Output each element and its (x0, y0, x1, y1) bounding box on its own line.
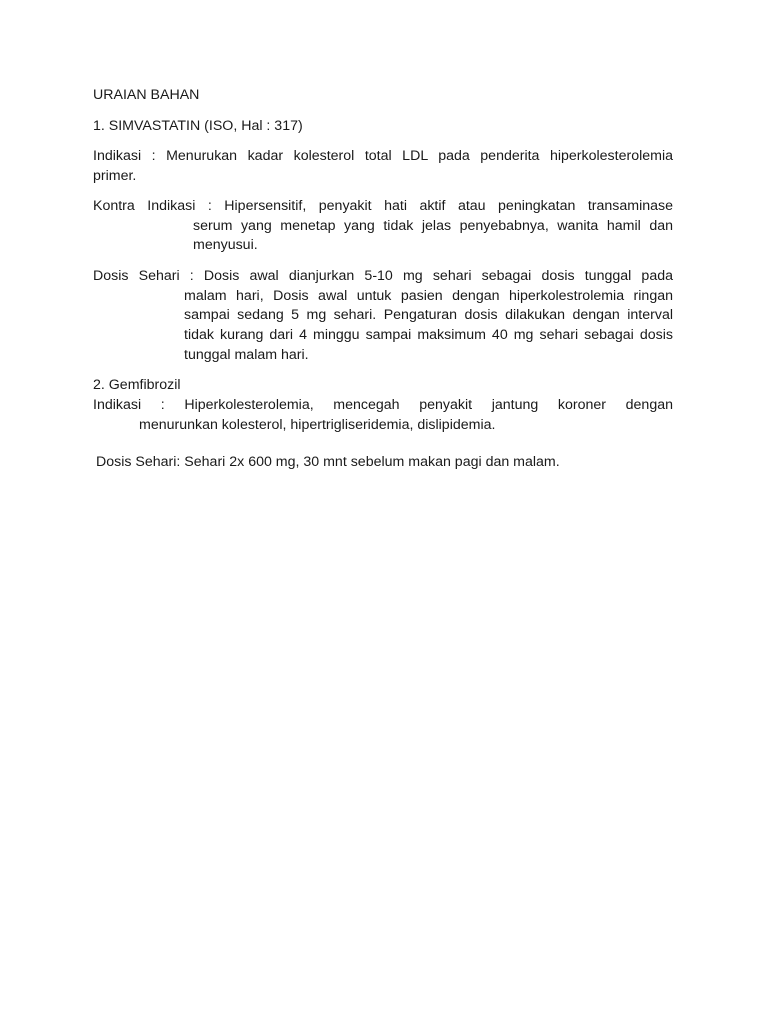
gemfibrozil-indikasi-line1: Indikasi : Hiperkolesterolemia, mencegah penyakit jantung koroner dengan (93, 397, 673, 414)
simvastatin-kontra-line1: Kontra Indikasi : Hipersensitif, penyakit hati aktif atau peningkatan transaminase (93, 197, 673, 214)
gemfibrozil-dosis-sehari: Dosis Sehari: Sehari 2x 600 mg, 30 mnt sebelum makan pagi dan malam. (96, 453, 560, 470)
simvastatin-dosis-continuation: malam hari, Dosis awal untuk pasien dengan hiperkolestrolemia ringan sampai sedang 5 mg sehari. Pengaturan dosis dilakukan dengan interval tidak kurang dari 4 minggu sampai maksimum 40 mg sehari sebagai dosis tunggal malam hari. (184, 287, 673, 363)
simvastatin-title: 1. SIMVASTATIN (ISO, Hal : 317) (93, 117, 303, 134)
simvastatin-indikasi-line2: primer. (93, 168, 137, 185)
simvastatin-kontra-continuation: serum yang menetap yang tidak jelas penyebabnya, wanita hamil dan menyusui. (193, 217, 673, 254)
simvastatin-dosis-sehari (93, 267, 673, 366)
gemfibrozil-title: 2. Gemfibrozil (93, 377, 181, 394)
simvastatin-indikasi (93, 147, 673, 186)
gemfibrozil-indikasi-continuation: menurunkan kolesterol, hipertrigliseridemia, dislipidemia. (139, 416, 496, 433)
document-heading: URAIAN BAHAN (93, 87, 200, 103)
document-page (93, 86, 673, 472)
simvastatin-kontra-indikasi (93, 197, 673, 256)
simvastatin-indikasi-line1: Indikasi : Menurukan kadar kolesterol total LDL pada penderita hiperkolesterolemia (93, 148, 673, 165)
simvastatin-dosis-line1: Dosis Sehari : Dosis awal dianjurkan 5-10 mg sehari sebagai dosis tunggal pada (93, 267, 673, 284)
gemfibrozil-indikasi (93, 396, 673, 435)
